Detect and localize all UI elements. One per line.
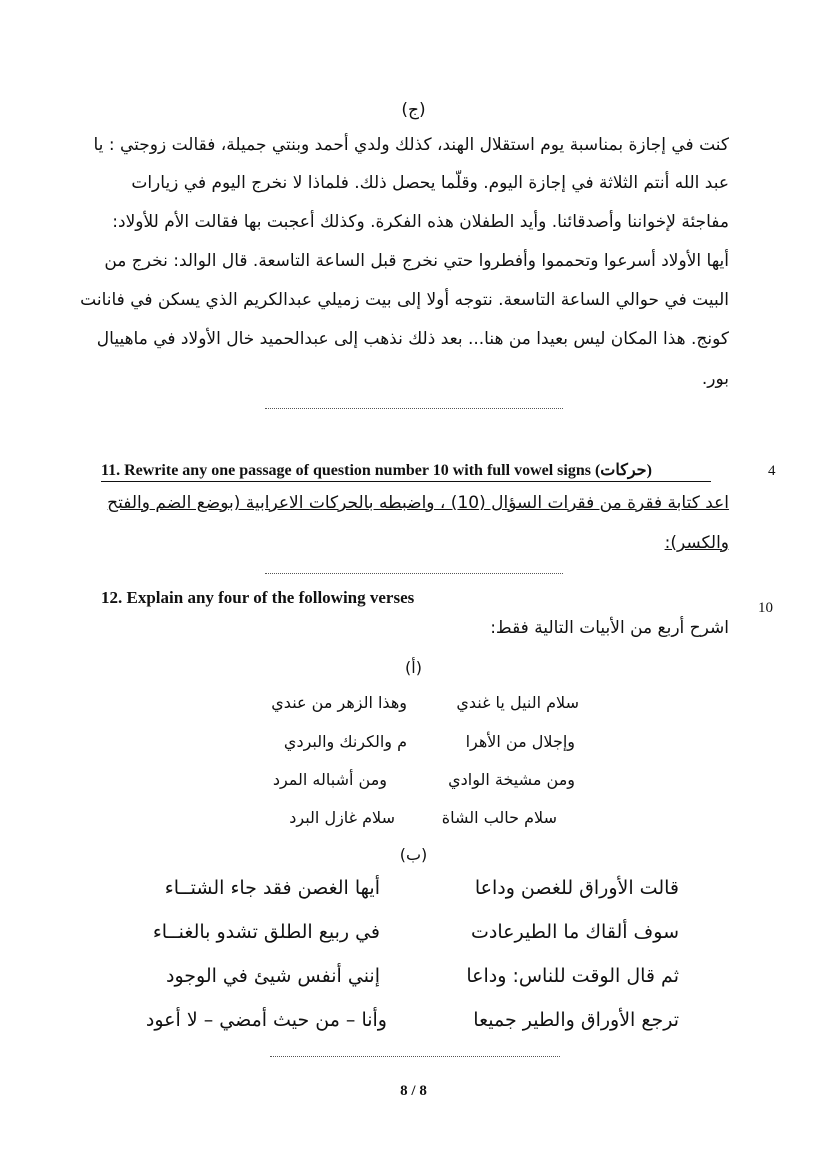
question-11-arabic-line1: اعد كتابة فقرة من فقرات السؤال (10) ، واضبطه بالحركات الاعرابية (بوضع الضم والفتح: [107, 493, 729, 513]
verse-a-3-left: ومن أشباله المرد: [272, 770, 387, 789]
verse-a-4-left: سلام غازل البرد: [289, 808, 395, 827]
page-number: 8 / 8: [400, 1083, 427, 1099]
passage-c-label: (ج): [401, 100, 426, 120]
verse-a-4-right: سلام حالب الشاة: [441, 808, 557, 827]
verse-b-1-right: قالت الأوراق للغصن وداعا: [474, 877, 679, 899]
passage-line: أيها الأولاد أسرعوا وتحمموا وأفطروا حتي نخرج قبل الساعة التاسعة. قال الوالد: نخرج من: [104, 251, 729, 271]
passage-line: بور.: [701, 369, 729, 389]
verse-a-2-left: م والكرنك والبردي: [283, 732, 407, 751]
verse-b-2-left: في ربيع الطلق تشدو بالغنــاء: [152, 921, 380, 943]
part-b-label: (ب): [399, 845, 428, 864]
verse-b-3-left: إنني أنفس شيئ في الوجود: [165, 965, 380, 987]
verse-a-1-left: وهذا الزهر من عندي: [271, 693, 407, 712]
section-divider: [265, 408, 563, 409]
passage-line: البيت في حوالي الساعة التاسعة. نتوجه أولا إلى بيت زميلي عبدالكريم الذي يسكن في فانانت: [80, 290, 729, 310]
part-a-label: (أ): [405, 658, 422, 677]
section-divider: [265, 573, 563, 574]
question-11-arabic-line2: والكسر):: [664, 533, 729, 553]
verse-b-4-right: ترجع الأوراق والطير جميعا: [473, 1009, 679, 1031]
question-12-marks: 10: [758, 600, 773, 616]
passage-line: مفاجئة لإخواننا وأصدقائنا. وأيد الطفلان هذه الفكرة. وكذلك أعجبت بها فقالت الأم للأولاد:: [112, 212, 729, 232]
verse-a-2-right: وإجلال من الأهرا: [465, 732, 575, 751]
question-11-marks: 4: [768, 463, 776, 479]
question-11-english: 11. Rewrite any one passage of question number 10 with full vowel signs (حركات): [101, 462, 652, 479]
section-divider: [270, 1056, 560, 1057]
question-11-underline: [101, 481, 711, 482]
passage-line: عبد الله أنتم الثلاثة في إجازة اليوم. وقلّما يحصل ذلك. فلماذا لا نخرج اليوم في زيارات: [131, 173, 729, 193]
verse-b-4-left: وأنا – من حيث أمضي – لا أعود: [145, 1009, 387, 1031]
verse-b-2-right: سوف ألقاك ما الطيرعادت: [471, 921, 679, 943]
passage-line: كونج. هذا المكان ليس بعيدا من هنا... بعد ذلك نذهب إلى عبدالحميد خال الأولاد في ماهييال: [96, 329, 729, 349]
question-12-english: 12. Explain any four of the following verses: [101, 588, 415, 607]
verse-a-1-right: سلام النيل يا غندي: [456, 693, 579, 712]
verse-a-3-right: ومن مشيخة الوادي: [448, 770, 575, 789]
verse-b-3-right: ثم قال الوقت للناس: وداعا: [466, 965, 679, 987]
question-12-arabic: اشرح أربع من الأبيات التالية فقط:: [490, 618, 729, 638]
passage-line: كنت في إجازة بمناسبة يوم استقلال الهند، كذلك ولدي أحمد وبنتي جميلة، فقالت زوجتي : يا: [93, 135, 729, 155]
verse-b-1-left: أيها الغصن فقد جاء الشتــاء: [164, 877, 380, 899]
